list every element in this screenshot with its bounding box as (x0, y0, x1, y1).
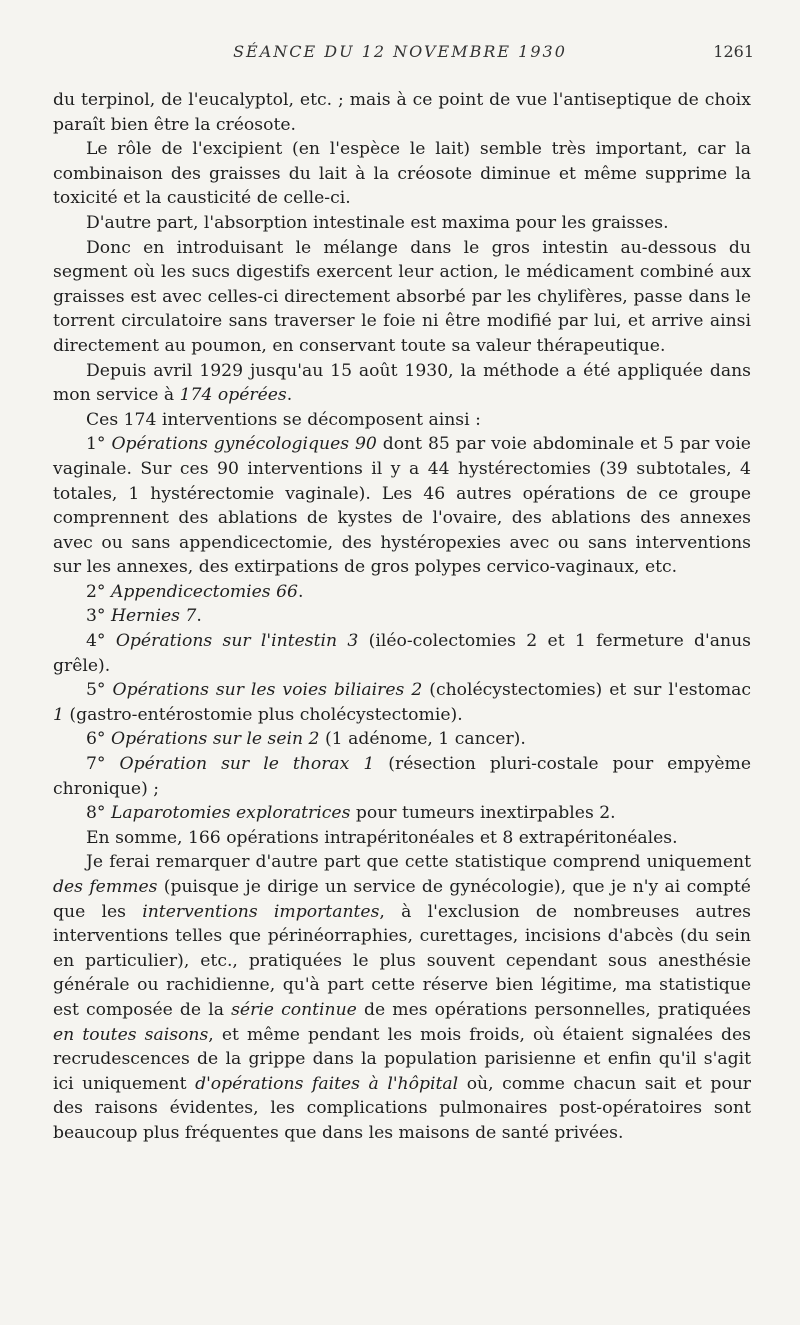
page-number: 1261 (713, 42, 754, 61)
paragraph: Ces 174 interventions se décomposent ainsi : (86, 409, 481, 430)
list-item: 4° Opérations sur l'intestin 3 (iléo-colectomies 2 et 1 fermeture d'anus grêle). (53, 631, 751, 676)
page-header (0, 42, 800, 68)
list-item: 7° Opération sur le thorax 1 (résection pluri-costale pour empyème chronique) ; (53, 754, 751, 799)
list-item: 1° Opérations gynécologiques 90 dont 85 par voie abdominale et 5 par voie vaginale. Sur ces 90 interventions il y a 44 hystérectomies (39 subtotales, 4 totales, 1 hystérectomie vaginale). Les 46 autres opérations de ce groupe comprennent des ablations de kystes de l'ovaire, des ablations des annexes avec ou sans appendicectomie, des hystéropexies avec ou sans interventions sur les annexes, des extirpations de gros polypes cervico-vaginaux, etc. (53, 434, 751, 578)
list-item: 6° Opérations sur le sein 2 (1 adénome, 1 cancer). (86, 729, 526, 750)
paragraph: Le rôle de l'excipient (en l'espèce le lait) semble très important, car la combinaison des graisses du lait à la créosote diminue et même supprime la toxicité et la causticité de celle-ci. (53, 139, 751, 209)
paragraph: Je ferai remarquer d'autre part que cette statistique comprend uniquement des femmes (puisque je dirige un service de gynécologie), que je n'y ai compté que les interventions importantes, à l'exclusion de nombreuses autres interventions telles que périnéorraphies, curettages, incisions d'abcès (du sein en particulier), etc., pratiquées le plus souvent cependant sous anesthésie générale ou rachidienne, qu'à part cette réserve bien légitime, ma statistique est composée de la série continue de mes opérations personnelles, pratiquées en toutes saisons, et même pendant les mois froids, où étaient signalées des recrudescences de la grippe dans la population parisienne et enfin qu'il s'agit ici uniquement d'opérations faites à l'hôpital où, comme chacun sait et pour des raisons évidentes, les complications pulmonaires post-opératoires sont beaucoup plus fréquentes que dans les maisons de santé privées. (53, 852, 751, 1143)
paragraph: du terpinol, de l'eucalyptol, etc. ; mais à ce point de vue l'antiseptique de choix paraît bien être la créosote. (53, 90, 751, 135)
paragraph: Depuis avril 1929 jusqu'au 15 août 1930, la méthode a été appliquée dans mon service à 174 opérées. (53, 360, 751, 406)
paragraph: Donc en introduisant le mélange dans le gros intestin au-dessous du segment où les sucs digestifs exercent leur action, le médicament combiné aux graisses est avec celles-ci directement absorbé par les chylifères, passe dans le torrent circulatoire sans traverser le foie ni être modifié par lui, et arrive ainsi directement au poumon, en conservant toute sa valeur thérapeutique. (53, 237, 751, 356)
list-item: 5° Opérations sur les voies biliaires 2 (cholécystectomies) et sur l'estomac 1 (gastro-entérostomie plus cholécystectomie). (53, 680, 751, 725)
list-item: 2° Appendicectomies 66. (86, 581, 304, 602)
running-head: SÉANCE DU 12 NOVEMBRE 1930 (233, 42, 567, 61)
paragraph: D'autre part, l'absorption intestinale est maxima pour les graisses. (86, 212, 669, 233)
paragraph: En somme, 166 opérations intrapéritonéales et 8 extrapéritonéales. (86, 827, 678, 848)
list-item: 3° Hernies 7. (86, 606, 202, 627)
list-item: 8° Laparotomies exploratrices pour tumeurs inextirpables 2. (86, 803, 616, 824)
body-text (53, 88, 751, 1146)
